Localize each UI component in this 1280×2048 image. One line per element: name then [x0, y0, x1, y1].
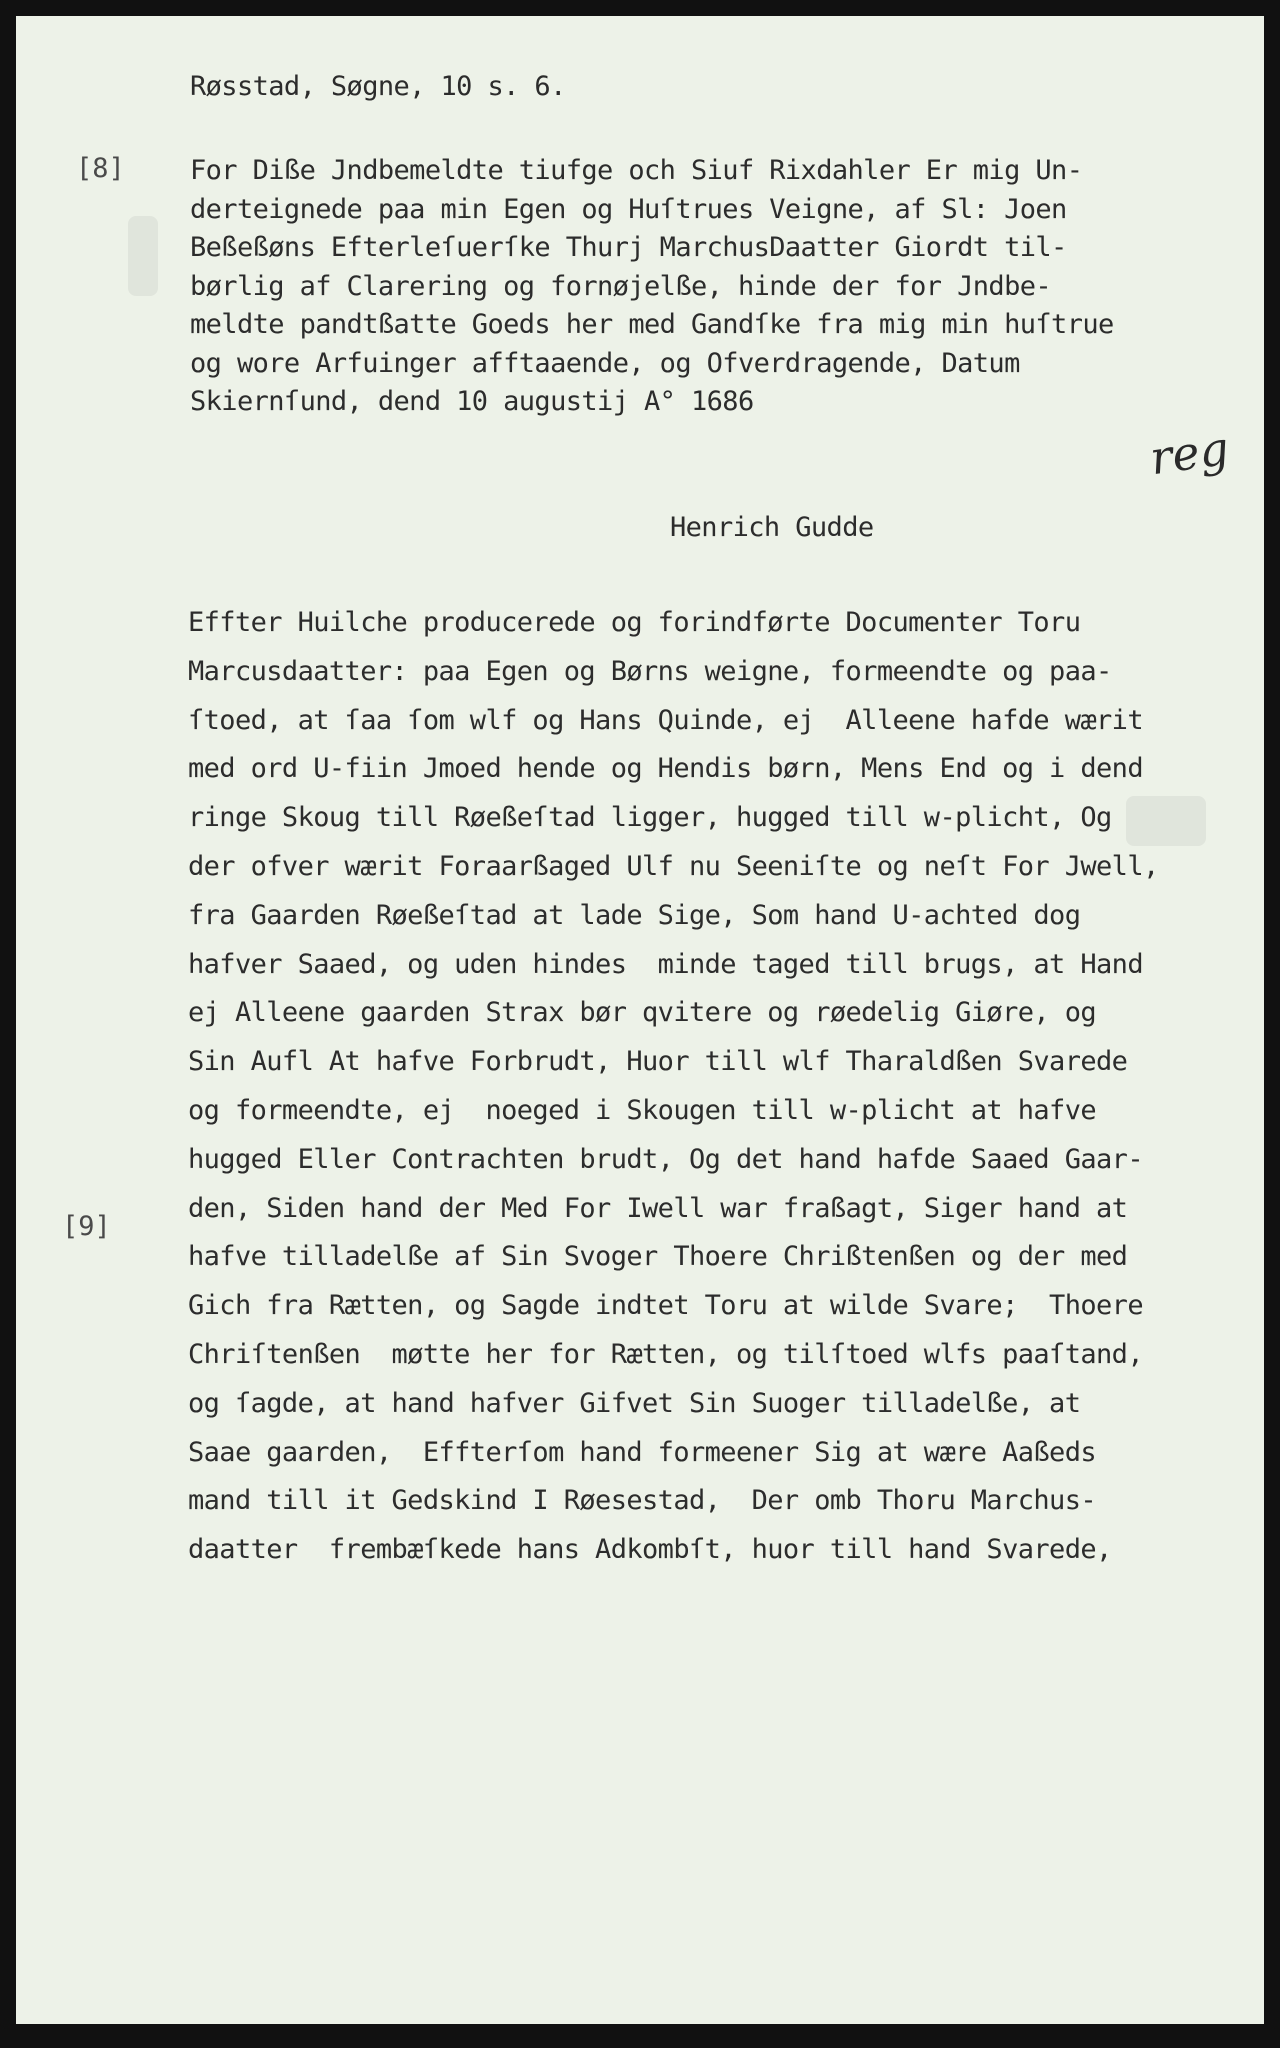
text-line: daatter frembæſkede hans Adkombſt, huor till hand Svarede, — [188, 1534, 1112, 1566]
text-line: hugged Eller Contrachten brudt, Og det hand hafde Saaed Gaar- — [188, 1143, 1143, 1175]
text-line: hafver Saaed, og uden hindes minde taged till brugs, at Hand — [188, 948, 1143, 980]
text-line: meldte pandtßatte Goeds her med Gandſke fra mig min huſtrue — [190, 309, 1114, 340]
text-line: hafve tilladelße af Sin Svoger Thoere Chrißtenßen og der med — [188, 1241, 1128, 1273]
scan-smudge — [1126, 796, 1206, 846]
text-line: Marcusdaatter: paa Egen og Børns weigne, formeendte og paa- — [188, 655, 1112, 687]
text-line: og wore Arfuinger afftaaende, og Ofverdragende, Datum — [190, 347, 1020, 379]
text-line: Effter Huilche producerede og forindførte Documenter Toru — [188, 607, 1081, 638]
document-page — [16, 16, 1264, 2024]
text-line: fra Gaarden Røeßeſtad at lade Sige, Som hand U-achted dog — [188, 899, 1081, 931]
text-line: ſtoed, at ſaa ſom wlf og Hans Quinde, ej Alleene hafde wærit — [188, 704, 1143, 736]
text-line: mand till it Gedskind I Røesestad, Der omb Thoru Marchus- — [188, 1485, 1097, 1517]
text-line: Skiernſund, dend 10 augustij A° 1686 — [190, 386, 754, 417]
text-line: Sin Aufl At hafve Forbrudt, Huor till wlf Tharaldßen Svarede — [188, 1046, 1128, 1078]
text-line: den, Siden hand der Med For Iwell war fraßagt, Siger hand at — [188, 1192, 1128, 1224]
text-line: der ofver wærit Foraarßaged Ulf nu Seeniſte og neſt For Jwell, — [188, 851, 1159, 882]
scan-smudge — [128, 216, 158, 296]
text-line: med ord U-fiin Jmoed hende og Hendis børn, Mens End og i dend — [188, 753, 1143, 785]
text-line: Saae gaarden, Effterſom hand formeener Sig at wære Aaßeds — [188, 1436, 1097, 1468]
text-line: og ſagde, at hand hafver Gifvet Sin Suoger tilladelße, at — [188, 1387, 1081, 1419]
text-line: Chriſtenßen møtte her for Rætten, og tilſtoed wlfs paaſtand, — [188, 1339, 1143, 1370]
text-line: ej Alleene gaarden Strax bør qvitere og røedelig Giøre, og — [188, 997, 1097, 1029]
text-line: ringe Skoug till Røeßeſtad ligger, hugged till w-plicht, Og — [188, 802, 1112, 834]
margin-note-reg: reg — [1146, 420, 1233, 486]
margin-marker-9: [9] — [62, 1211, 111, 1242]
text-line: børlig af Clarering og fornøjelße, hinde der for Jndbe- — [190, 270, 1052, 302]
document-header: Røsstad, Søgne, 10 s. 6. — [190, 71, 566, 102]
margin-marker-8: [8] — [76, 153, 125, 184]
text-line: og formeendte, ej noeged i Skougen till w-plicht at hafve — [188, 1095, 1097, 1126]
text-line: derteignede paa min Egen og Huſtrues Veigne, af Sl: Joen — [190, 193, 1067, 225]
signature-name: Henrich Gudde — [670, 512, 874, 543]
text-line: For Diße Jndbemeldte tiufge och Siuf Rixdahler Er mig Un- — [190, 155, 1083, 186]
text-line: Beßeßøns Efterleſuerſke Thurj MarchusDaatter Giordt til- — [190, 232, 1067, 263]
text-line: Gich fra Rætten, og Sagde indtet Toru at wilde Svare; Thoere — [188, 1290, 1143, 1322]
